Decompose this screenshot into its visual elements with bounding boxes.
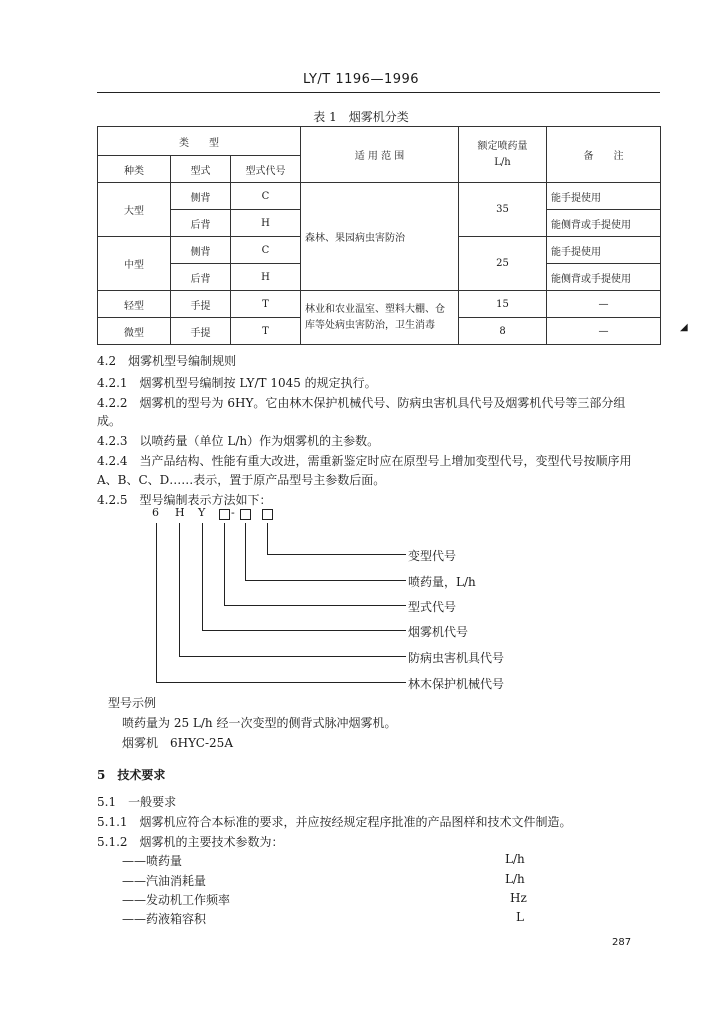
cell-kind: 轻型: [98, 291, 171, 318]
cell-form: 手提: [171, 291, 231, 318]
label-form-code: 型式代号: [408, 600, 457, 614]
clause-4-2-1: 4.2.1 烟雾机型号编制按 LY/T 1045 的规定执行。: [97, 376, 377, 390]
leader-forest-h: [156, 682, 406, 683]
clause-4-2-5: 4.2.5 型号编制表示方法如下：: [97, 493, 272, 507]
leader-forest: [156, 523, 157, 682]
param-unit: L/h: [505, 852, 525, 866]
clause-4-2-4-cont: A、B、C、D……表示，置于原产品型号主参数后面。: [97, 473, 386, 487]
list-item: ——发动机工作频率: [122, 893, 231, 907]
leader-form-h: [224, 605, 406, 606]
cell-rate: 8: [459, 318, 547, 345]
code-char-y: Y: [198, 506, 206, 519]
cell-scope: 林业和农业温室、塑料大棚、仓库等处病虫害防治，卫生消毒: [301, 291, 459, 345]
list-item: ——药液箱容积: [122, 912, 207, 926]
code-box-variant: [262, 509, 273, 520]
leader-smoke-h: [202, 630, 406, 631]
clause-5-1-1: 5.1.1 烟雾机应符合本标准的要求，并应按经规定程序批准的产品图样和技术文件制造。: [97, 815, 572, 829]
cell-code: H: [231, 210, 301, 237]
code-box-form: [219, 509, 230, 520]
label-variant-code: 变型代号: [408, 549, 457, 563]
clause-4-2-4: 4.2.4 当产品结构、性能有重大改进，需重新鉴定时应在原型号上增加变型代号，变型代号按顺序用: [97, 454, 632, 468]
label-smoke-machine-code: 烟雾机代号: [408, 625, 469, 639]
code-char-6: 6: [152, 506, 159, 519]
table-title: 表 1 烟雾机分类: [313, 110, 409, 124]
code-box-rate: [240, 509, 251, 520]
param-unit: L/h: [505, 872, 525, 886]
section-5-title: 5 技术要求: [97, 768, 166, 782]
cell-code: T: [231, 318, 301, 345]
clause-4-2-2: 4.2.2 烟雾机的型号为 6HY。它由林木保护机械代号、防病虫害机具代号及烟雾机代号等三部分组: [97, 396, 626, 410]
cell-form: 后背: [171, 210, 231, 237]
header-rule: [97, 92, 660, 93]
cell-kind: 中型: [98, 237, 171, 291]
label-spray-rate: 喷药量，L/h: [408, 575, 476, 589]
example-model: 烟雾机 6HYC-25A: [122, 736, 233, 750]
cell-form: 侧背: [171, 237, 231, 264]
cell-code: C: [231, 183, 301, 210]
clause-5-1-2: 5.1.2 烟雾机的主要技术参数为：: [97, 835, 284, 849]
leader-variant: [267, 523, 268, 554]
table-row: [98, 183, 661, 210]
list-item: ——汽油消耗量: [122, 874, 207, 888]
cell-kind: 微型: [98, 318, 171, 345]
example-title: 型号示例: [108, 696, 157, 710]
example-desc: 喷药量为 25 L/h 经一次变型的侧背式脉冲烟雾机。: [122, 716, 397, 730]
th-note: 备 注: [547, 127, 661, 183]
cell-rate: 35: [459, 183, 547, 237]
table-row: [98, 291, 661, 318]
label-forest-protection-code: 林木保护机械代号: [408, 677, 505, 691]
th-kind: 种类: [98, 156, 171, 183]
cell-code: T: [231, 291, 301, 318]
leader-rate-h: [245, 580, 406, 581]
cell-rate: 25: [459, 237, 547, 291]
cell-note: —: [547, 318, 661, 345]
classification-table: [97, 126, 661, 345]
label-pest-control-code: 防病虫害机具代号: [408, 651, 505, 665]
clause-5-1: 5.1 一般要求: [97, 795, 177, 809]
clause-4-2-2-cont: 成。: [97, 414, 122, 428]
cell-note: —: [547, 291, 661, 318]
leader-rate: [245, 523, 246, 580]
th-scope: 适 用 范 围: [301, 127, 459, 183]
model-code-diagram: [150, 500, 530, 700]
cell-form: 后背: [171, 264, 231, 291]
leader-smoke: [202, 523, 203, 630]
cell-rate: 15: [459, 291, 547, 318]
th-rate: 额定喷药量 L/h: [459, 127, 547, 183]
clause-4-2: 4.2 烟雾机型号编制规则: [97, 354, 237, 368]
list-item: ——喷药量: [122, 854, 183, 868]
param-unit: Hz: [510, 891, 527, 905]
cell-scope: 森林、果园病虫害防治: [301, 183, 459, 291]
th-type-group: 类 型: [98, 127, 301, 156]
cell-code: C: [231, 237, 301, 264]
cell-form: 手提: [171, 318, 231, 345]
leader-variant-h: [267, 554, 406, 555]
cell-note: 能侧背或手提使用: [547, 264, 661, 291]
leader-pest: [179, 523, 180, 656]
leader-pest-h: [179, 656, 406, 657]
margin-mark: ◢: [680, 322, 688, 333]
code-dash: -: [231, 506, 235, 519]
page-number: 287: [612, 937, 632, 948]
cell-note: 能手提使用: [547, 183, 661, 210]
cell-note: 能侧背或手提使用: [547, 210, 661, 237]
cell-note: 能手提使用: [547, 237, 661, 264]
cell-kind: 大型: [98, 183, 171, 237]
clause-4-2-3: 4.2.3 以喷药量（单位 L/h）作为烟雾机的主参数。: [97, 434, 380, 448]
cell-form: 侧背: [171, 183, 231, 210]
param-unit: L: [516, 910, 524, 924]
th-code: 型式代号: [231, 156, 301, 183]
cell-code: H: [231, 264, 301, 291]
document-header: LY/T 1196—1996: [302, 72, 420, 87]
th-form: 型式: [171, 156, 231, 183]
leader-form: [224, 523, 225, 605]
code-char-h: H: [175, 506, 185, 519]
